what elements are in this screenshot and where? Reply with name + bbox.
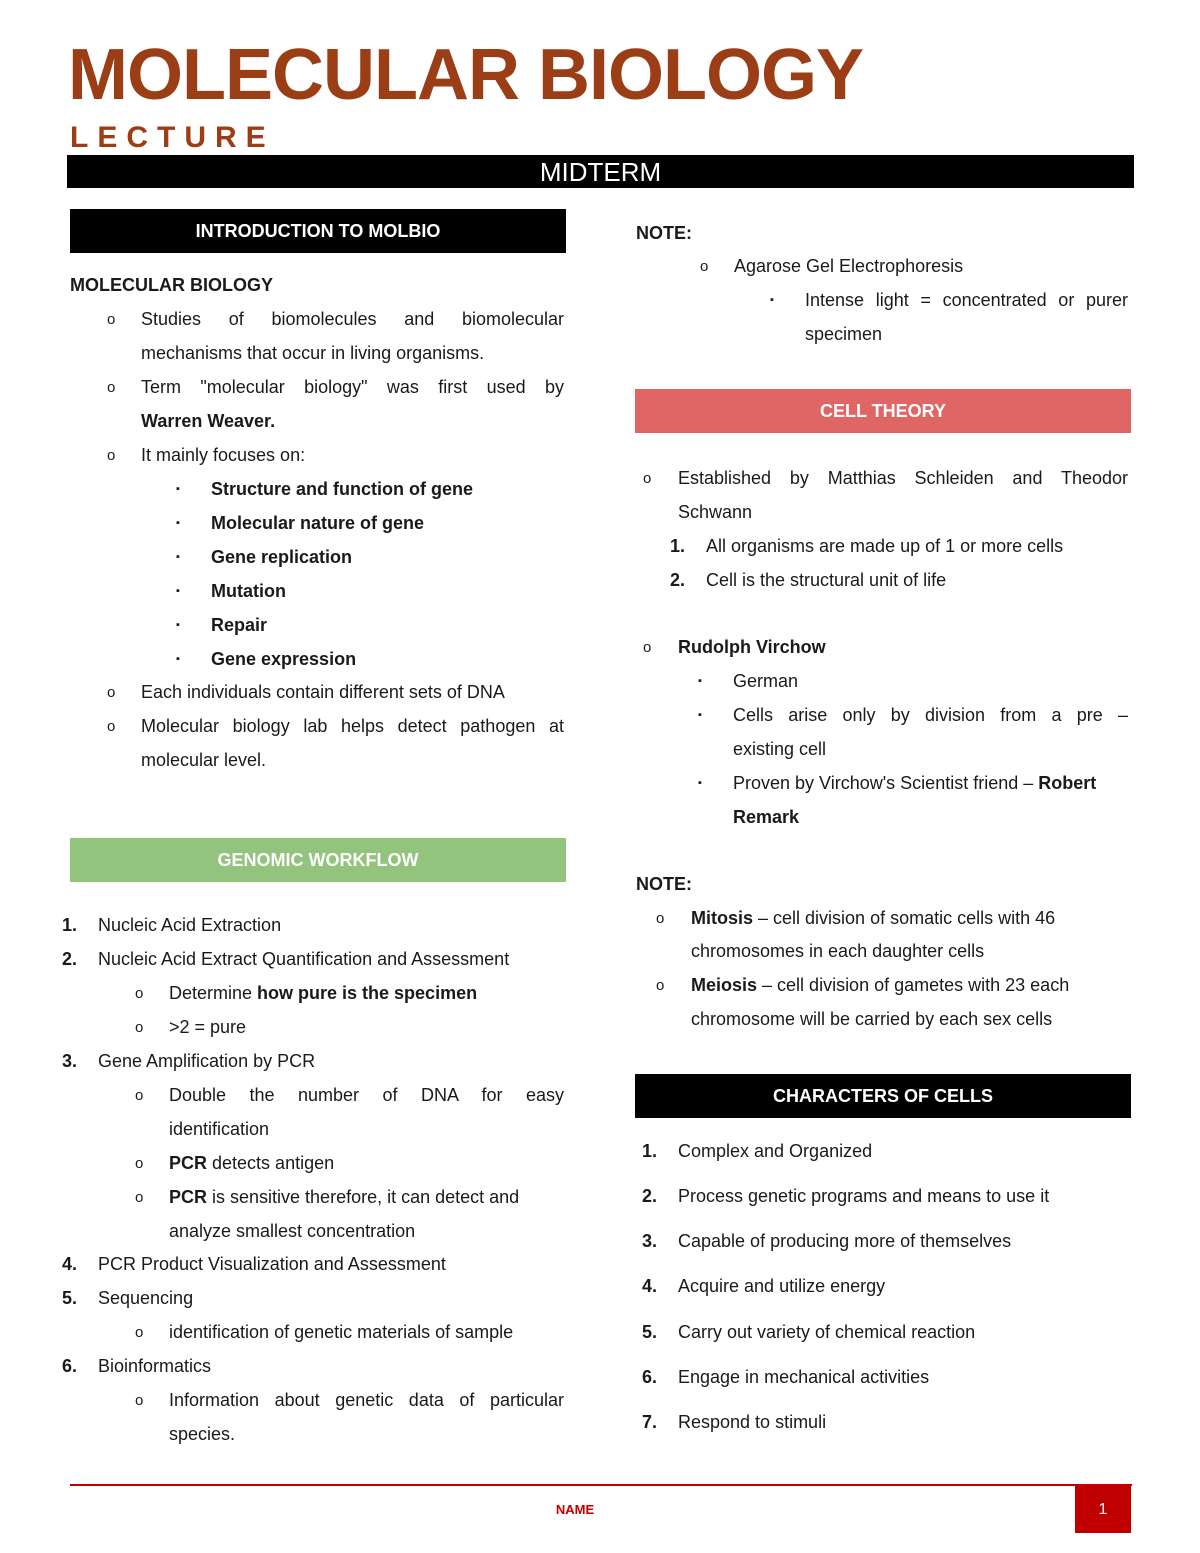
workflow-step: PCR Product Visualization and Assessment xyxy=(98,1254,446,1274)
character-item: Complex and Organized xyxy=(678,1141,873,1161)
bullet-icon: o xyxy=(135,1019,144,1036)
workflow-detail: analyze smallest concentration xyxy=(169,1221,416,1241)
intro-heading: INTRODUCTION TO MOLBIO xyxy=(70,209,566,253)
bullet-icon: o xyxy=(107,447,116,464)
bullet-icon: o xyxy=(135,1324,144,1341)
mitosis-line: Mitosis – cell division of somatic cells with 46 xyxy=(691,908,1056,928)
square-bullet-icon: ▪ xyxy=(176,619,180,631)
list-number: 3. xyxy=(642,1231,658,1251)
bullet-icon: o xyxy=(107,311,116,328)
virchow-point: Proven by Virchow's Scientist friend – Robert xyxy=(733,773,1097,793)
meiosis-line: chromosome will be carried by each sex cells xyxy=(691,1009,1053,1029)
list-number: 4. xyxy=(642,1276,658,1296)
character-item: Process genetic programs and means to use it xyxy=(678,1186,1050,1206)
document-subtitle: LECTURE xyxy=(70,121,275,154)
intro-line: Studies of biomolecules and biomolecular xyxy=(141,309,564,329)
workflow-detail: PCR is sensitive therefore, it can detect and xyxy=(169,1187,520,1207)
bullet-icon: o xyxy=(107,718,116,735)
intro-line: molecular level. xyxy=(141,750,267,770)
workflow-step: Nucleic Acid Extraction xyxy=(98,915,282,935)
list-number: 5. xyxy=(642,1322,658,1342)
footer-divider xyxy=(70,1484,1132,1486)
list-number: 4. xyxy=(62,1254,78,1274)
character-item: Capable of producing more of themselves xyxy=(678,1231,1012,1251)
square-bullet-icon: ▪ xyxy=(176,585,180,597)
square-bullet-icon: ▪ xyxy=(698,709,702,721)
note-subitem: specimen xyxy=(805,324,883,344)
cell-theory-point: Cell is the structural unit of life xyxy=(706,570,947,590)
workflow-detail: identification xyxy=(169,1119,270,1139)
list-number: 2. xyxy=(62,949,78,969)
page-number: 1 xyxy=(1075,1486,1131,1533)
workflow-step: Gene Amplification by PCR xyxy=(98,1051,316,1071)
bullet-icon: o xyxy=(656,910,665,927)
workflow-detail: >2 = pure xyxy=(169,1017,247,1037)
workflow-step: Sequencing xyxy=(98,1288,194,1308)
document-title: MOLECULAR BIOLOGY xyxy=(68,35,863,115)
character-item: Acquire and utilize energy xyxy=(678,1276,886,1296)
intro-subheading: MOLECULAR BIOLOGY xyxy=(70,275,273,295)
focus-item: Gene replication xyxy=(211,547,353,567)
list-number: 2. xyxy=(642,1186,658,1206)
list-number: 7. xyxy=(642,1412,658,1432)
workflow-detail: Determine how pure is the specimen xyxy=(169,983,478,1003)
note-item: Agarose Gel Electrophoresis xyxy=(734,256,964,276)
focus-item: Structure and function of gene xyxy=(211,479,474,499)
square-bullet-icon: ▪ xyxy=(698,675,702,687)
character-item: Engage in mechanical activities xyxy=(678,1367,930,1387)
workflow-detail: Double the number of DNA for easy xyxy=(169,1085,564,1105)
cell-theory-point: All organisms are made up of 1 or more cells xyxy=(706,536,1064,556)
bullet-icon: o xyxy=(135,985,144,1002)
workflow-step: Nucleic Acid Extract Quantification and Assessment xyxy=(98,949,510,969)
bullet-icon: o xyxy=(643,470,652,487)
intro-line: Term "molecular biology" was first used by xyxy=(141,377,564,397)
note-label: NOTE: xyxy=(636,874,692,894)
list-number: 5. xyxy=(62,1288,78,1308)
virchow-point: Remark xyxy=(733,807,800,827)
mitosis-line: chromosomes in each daughter cells xyxy=(691,941,985,961)
list-number: 2. xyxy=(670,570,686,590)
intro-line: mechanisms that occur in living organisms. xyxy=(141,343,485,363)
meiosis-line: Meiosis – cell division of gametes with 23 each xyxy=(691,975,1070,995)
bullet-icon: o xyxy=(107,684,116,701)
intro-line: It mainly focuses on: xyxy=(141,445,306,465)
midterm-banner: MIDTERM xyxy=(67,155,1134,188)
character-item: Respond to stimuli xyxy=(678,1412,827,1432)
bullet-icon: o xyxy=(135,1155,144,1172)
note-subitem: Intense light = concentrated or purer xyxy=(805,290,1128,310)
bullet-icon: o xyxy=(643,639,652,656)
cell-theory-line: Schwann xyxy=(678,502,753,522)
square-bullet-icon: ▪ xyxy=(770,294,774,306)
virchow-point: existing cell xyxy=(733,739,827,759)
bullet-icon: o xyxy=(135,1189,144,1206)
workflow-detail: species. xyxy=(169,1424,236,1444)
intro-line: Warren Weaver. xyxy=(141,411,276,431)
list-number: 1. xyxy=(642,1141,658,1161)
square-bullet-icon: ▪ xyxy=(176,551,180,563)
intro-line: Each individuals contain different sets of DNA xyxy=(141,682,505,702)
list-number: 6. xyxy=(642,1367,658,1387)
workflow-detail: identification of genetic materials of sample xyxy=(169,1322,514,1342)
focus-item: Molecular nature of gene xyxy=(211,513,425,533)
bullet-icon: o xyxy=(700,258,709,275)
virchow-point: German xyxy=(733,671,799,691)
list-number: 3. xyxy=(62,1051,78,1071)
characters-heading: CHARACTERS OF CELLS xyxy=(635,1074,1131,1118)
virchow-point: Cells arise only by division from a pre – xyxy=(733,705,1128,725)
list-number: 6. xyxy=(62,1356,78,1376)
square-bullet-icon: ▪ xyxy=(698,777,702,789)
cell-theory-line: Established by Matthias Schleiden and Theodor xyxy=(678,468,1128,488)
square-bullet-icon: ▪ xyxy=(176,517,180,529)
footer-name: NAME xyxy=(555,1502,595,1517)
intro-line: Molecular biology lab helps detect pathogen at xyxy=(141,716,564,736)
list-number: 1. xyxy=(670,536,686,556)
note-label: NOTE: xyxy=(636,223,692,243)
workflow-heading: GENOMIC WORKFLOW xyxy=(70,838,566,882)
square-bullet-icon: ▪ xyxy=(176,483,180,495)
focus-item: Mutation xyxy=(211,581,286,601)
cell-theory-heading: CELL THEORY xyxy=(635,389,1131,433)
workflow-detail: Information about genetic data of particular xyxy=(169,1390,564,1410)
bullet-icon: o xyxy=(135,1392,144,1409)
virchow-name: Rudolph Virchow xyxy=(678,637,826,657)
square-bullet-icon: ▪ xyxy=(176,653,180,665)
bullet-icon: o xyxy=(656,977,665,994)
bullet-icon: o xyxy=(135,1087,144,1104)
character-item: Carry out variety of chemical reaction xyxy=(678,1322,976,1342)
bullet-icon: o xyxy=(107,379,116,396)
focus-item: Gene expression xyxy=(211,649,357,669)
focus-item: Repair xyxy=(211,615,268,635)
workflow-step: Bioinformatics xyxy=(98,1356,212,1376)
workflow-detail: PCR detects antigen xyxy=(169,1153,335,1173)
list-number: 1. xyxy=(62,915,78,935)
